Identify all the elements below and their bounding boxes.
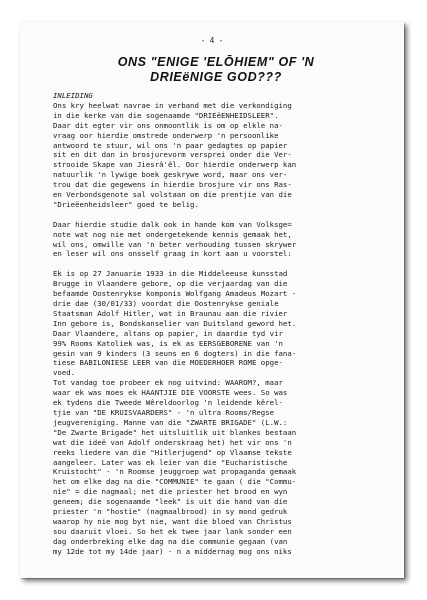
paragraph-reader-note: Daar hierdie studie dalk ook in hande kom van Volksge= note wat nog nie met ondergetekende kennis gemaak het, wil ons, omwille van 'n beter verhouding tussen skrywer en leser wil ons onsself graag in kort aan u voorstel: (53, 219, 297, 259)
paragraph-biography: Ek is op 27 Januarie 1933 in die Middeleeuse kunsstad Brugge in Vlaandere gebore, op die verjaardag van die befaamde Oostenrykse komponis Wolfgang Amadeus Mozart - drie dae (30/01/33) voordat die Oostenrykse geniale Staatsman Adolf Hitler, wat in Braunau aan die rivier Inn gebore is, Bondskanselier van Duitsland geword het. Daar Vlaandere, altans op papier, in daardie tyd vir 99% Rooms Katoliek was, is ek as EERSGEBORENE van 'n gesin van 9 kinders (3 seuns en 6 dogters) in die fana- tiese BABILONIESE LEER van die MOEDERHOER ROME opge- voed. Tot vandag toe probeer ek nog uitvind: WAAROM?, maar waar ek was moes ek HAANTJIE DIE VOORSTE wees. So was ek tydens die Tweede Wêreldoorlog 'n leidende kêrel- tjie van "DE KRUISVAARDERS" - 'n ultra Rooms/Regse jeugvereniging. Manne van die "ZWARTE BRIGADE" (L.W.: "De Zwarte Brigade" het uitsluitlik uit blankes bestaan wat die ideë van Adolf onderskraag het) het vir ons 'n reeks liedere van die "Hitlerjugend" op Vlaamse tekste aangeleer. Later was ek leier van die "Eucharistische Kruistocht" - 'n Roomse jeuggroep wat propaganda gemaak het om elke dag na die "COMMUNIE" te gaan ( die "Commu- nie" = die nagmaal; net die priester het brood en wyn geneem; die sogenaamde "leek" is uit die hand van die priester 'n "hostie" (nagmaalbrood) in sy mond gedruk waarop hy nie mog byt nie, want die bloed van Christus sou daaruit vloei. So het ek twee jaar lank sonder een dag onderbreking elke dag na die communie gegaan (van my 12de tot my 14de jaar) - n a middernag mog ons niks (53, 269, 297, 556)
section-label: INLEIDING (53, 91, 93, 100)
body-text (53, 91, 393, 557)
paragraph-introduction: Ons kry heelwat navrae in verband met die verkondiging in die kerke van die sogenaamde "DRIEëENHEIDSLEER". Daar dit egter vir ons onmoontlik is om op elkle na- vraag oor hierdie omstrede onderwerp 'n persoonlike antwoord te stuur, wil ons 'n paar gedagtes op papier sit en dit dan in brosjurevorm versprei onder die Ver- strooide Skape van Jiesrâ'êl. Oor hierdie onderwerp kan natuurlik 'n lywige boek geskrywe word, maar ons ver- trou dat die gegewens in hierdie brosjure vir ons Ras- en Verbondsgenote sal volstaan om die prentjie van die "Drieëenheidsleer" goed te belig. (53, 100, 297, 209)
paragraph-spacer (53, 259, 393, 269)
title-line-2: DRIEëNIGE GOD??? (150, 70, 282, 84)
paragraph-spacer (53, 210, 393, 220)
page-number: - 4 - (200, 36, 224, 45)
document-page (20, 22, 404, 578)
title-line-1: ONS "ENIGE 'ELŌHIEM" OF 'N (117, 55, 315, 69)
